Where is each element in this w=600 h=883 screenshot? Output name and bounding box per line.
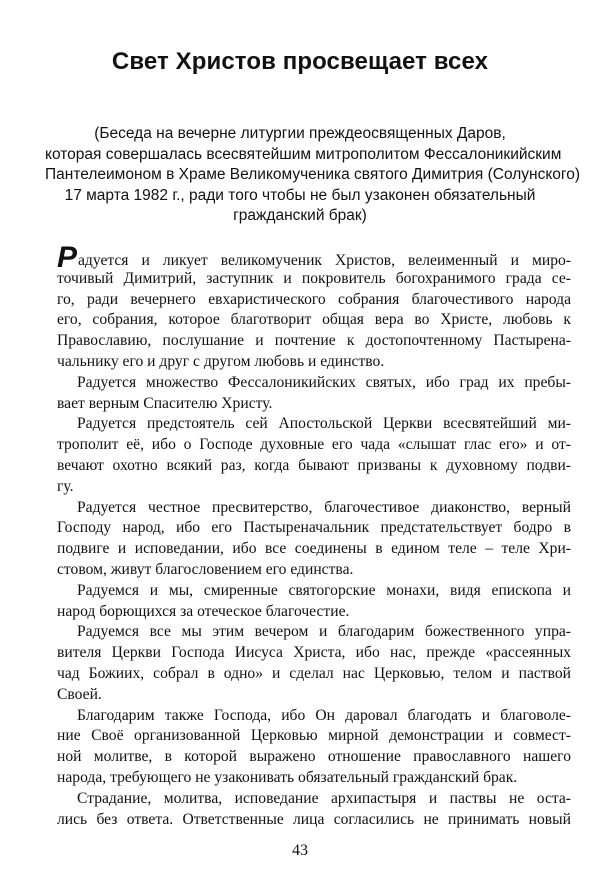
text-line: вает верным Спасителю Христу. <box>57 394 273 412</box>
text-line: вечают охотно всякий раз, когда бывают призваны к духовному подви- <box>57 456 571 474</box>
text-line: народа, требующего не узаконивать обязательный гражданский брак. <box>57 768 518 786</box>
text-line: Благодарим также Господа, ибо Он даровал благодать и благоволе- <box>77 706 571 724</box>
drop-cap: Р <box>57 241 78 274</box>
text-line: го, ради вечернего евхаристического собрания благочестивого народа <box>57 290 571 308</box>
text-line: Господу народ, ибо его Пастыреначальник предстательствует бодро в <box>57 519 571 537</box>
text-line: народ борющихся за отеческое благочестие. <box>57 602 350 620</box>
subtitle-line: (Беседа на вечерне литургии преждеосвященных Даров, <box>94 125 506 142</box>
text-line: точивый Димитрий, заступник и покровитель богохранимого града се- <box>57 269 571 287</box>
text-line: трополит её, ибо о Господе духовные его чада «слышат глас его» и от- <box>57 436 571 454</box>
body-text <box>57 241 571 830</box>
text-line: гу. <box>57 477 74 495</box>
text-line: его, собрания, которое благотворит общая вера во Христе, любовь к <box>57 311 571 329</box>
subtitle-line: Пантелеимоном в Храме Великомученика святого Димитрия (Солунского) <box>45 166 581 184</box>
text-line: Радуемся и мы, смиренные святогорские монахи, видя епископа и <box>77 581 571 599</box>
page-number: 43 <box>292 842 308 859</box>
text-line: стовом, живут благословением его единства. <box>57 560 354 578</box>
text-line <box>57 241 571 274</box>
text-line: Радуется множество Фессалоникийских святых, ибо град их пребы- <box>77 373 571 391</box>
text-line: вителя Церкви Господа Иисуса Христа, ибо нас, прежде «рассеянных <box>57 644 571 662</box>
text-line: лись без ответа. Ответственные лица согласились не принимать новый <box>57 810 571 828</box>
subtitle-line: 17 марта 1982 г., ради того чтобы не был узаконен обязательный <box>64 186 536 204</box>
text-line: ние Своё организованной Церковью мирной демонстрации и совмест- <box>57 727 571 745</box>
text-line: Своей. <box>57 685 102 703</box>
text-line: Радуемся все мы этим вечером и благодарим божественного упра- <box>77 623 571 641</box>
text-line: подвиге и исповедании, ибо все соединены в едином теле – теле Хри- <box>57 540 571 558</box>
subtitle-line: гражданский брак) <box>233 207 367 225</box>
text-line-content: адуется и ликует великомученик Христов, велеименный и миро- <box>78 252 571 269</box>
subtitle-line: которая совершалась всесвятейшим митрополитом Фессалоникийским <box>45 145 562 163</box>
text-line: Страдание, молитва, исповедание архипастыря и паствы не оста- <box>77 789 571 807</box>
text-line: чад Божиих, собрал в одно» и сделал нас Церковью, телом и паствой <box>57 664 571 682</box>
text-line: Радуется честное пресвитерство, благочестивое диаконство, верный <box>77 498 571 516</box>
text-line: Радуется предстоятель сей Апостольской Церкви всесвятейший ми- <box>77 415 571 433</box>
text-line: ной молитве, в которой выражено отношение православного нашего <box>57 748 571 766</box>
text-line: Православию, послушание и почтение к достопочтенному Пастырена- <box>57 332 571 350</box>
page-title: Свет Христов просвещает всех <box>111 48 489 75</box>
text-line: чальнику его и друг с другом любовь и единство. <box>57 352 385 370</box>
subtitle <box>45 124 581 227</box>
